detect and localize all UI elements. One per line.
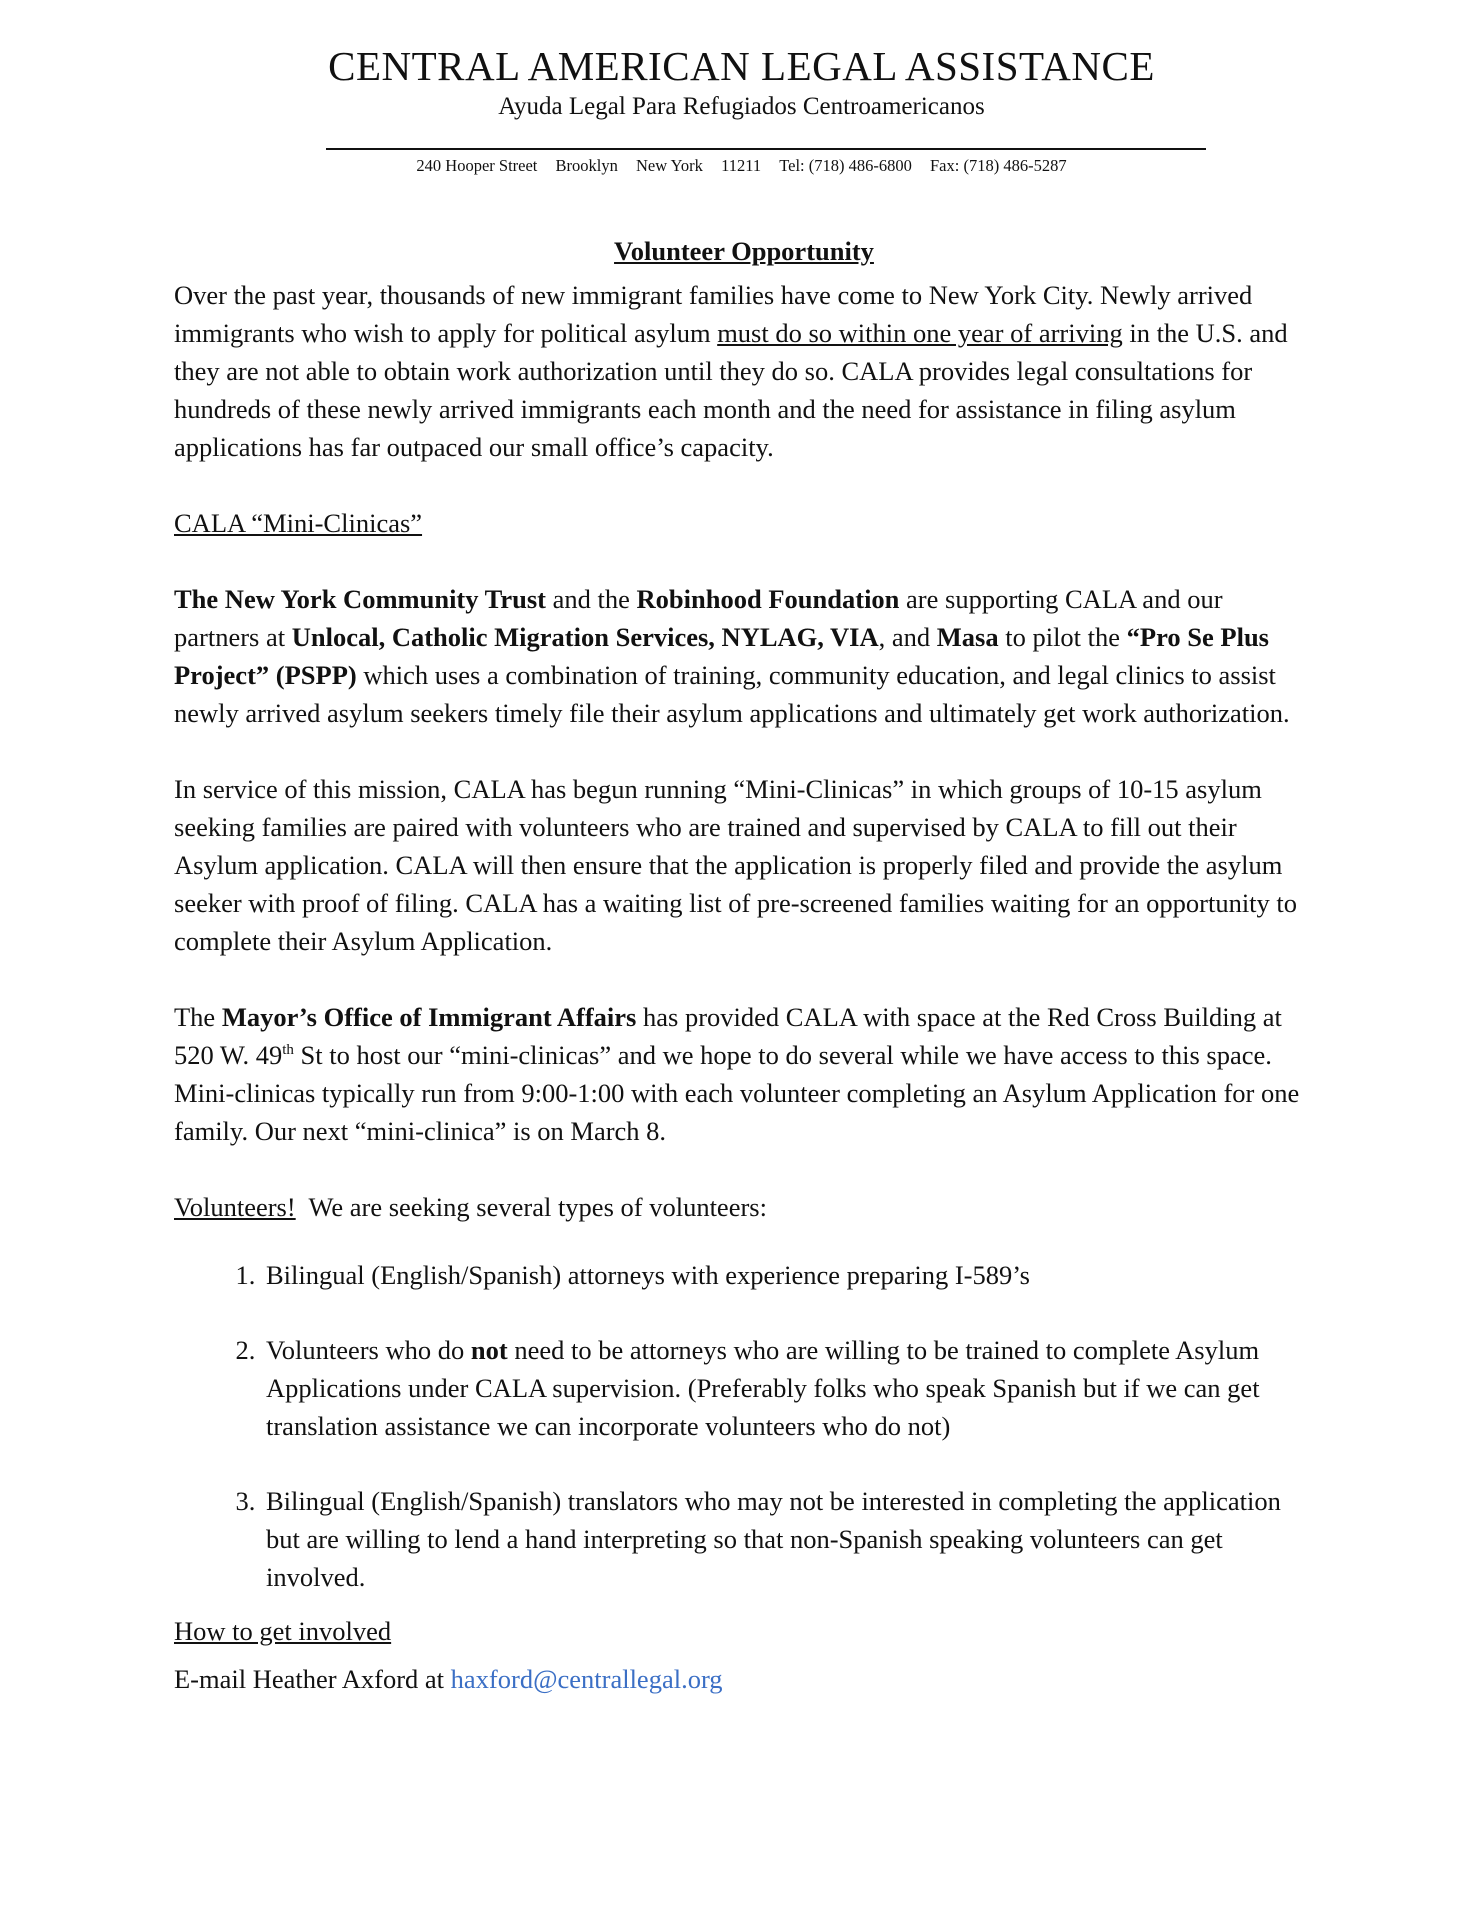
trust-text-2: are supporting CALA and our partners at bbox=[174, 584, 1223, 652]
list-item bbox=[262, 1256, 1314, 1294]
organization-name: CENTRAL AMERICAN LEGAL ASSISTANCE bbox=[328, 43, 1155, 89]
header-divider bbox=[326, 148, 1206, 150]
intro-paragraph bbox=[174, 276, 1314, 466]
list-item bbox=[262, 1331, 1314, 1445]
address-tel: Tel: (718) 486-6800 bbox=[779, 156, 912, 175]
intro-text-1: Over the past year, thousands of new immigrant families have come to New York City. Newly arrived immigrants who wish to apply for political asylum bbox=[174, 280, 1253, 348]
list-item-1-text: Bilingual (English/Spanish) attorneys with experience preparing I-589’s bbox=[266, 1260, 1030, 1290]
volunteers-text: We are seeking several types of volunteers: bbox=[295, 1192, 767, 1222]
mayor-bold-1: Mayor’s Office of Immigrant Affairs bbox=[221, 1002, 637, 1032]
letterhead bbox=[0, 42, 1483, 122]
volunteers-intro bbox=[174, 1188, 1314, 1226]
address-street: 240 Hooper Street bbox=[416, 156, 538, 175]
mayor-text-2: has provided CALA with space at the Red Cross Building at 520 W. 49 bbox=[174, 1002, 1282, 1070]
list-item-2-text-a: Volunteers who do bbox=[266, 1335, 471, 1365]
intro-text-2: in the U.S. and they are not able to obtain work authorization until they do so. CALA provides legal consultations for hundreds of these newly arrived immigrants each month and the need for assistance in filing asylum applications has far outpaced our small office’s capacity. bbox=[174, 318, 1288, 462]
address-line bbox=[0, 155, 1483, 177]
volunteer-types-list bbox=[174, 1256, 1314, 1596]
contact-line bbox=[174, 1660, 1314, 1698]
trust-bold-5: “Pro Se Plus Project” (PSPP) bbox=[174, 622, 1269, 690]
intro-underlined-text: must do so within one year of arriving bbox=[717, 318, 1123, 348]
mayor-paragraph bbox=[174, 998, 1314, 1150]
service-paragraph: In service of this mission, CALA has begun running “Mini-Clinicas” in which groups of 10-15 asylum seeking families are paired with volunteers who are trained and supervised by CALA to fill out their Asylum application. CALA will then ensure that the application is properly filed and provide the asylum seeker with proof of filing. CALA has a waiting list of pre-screened families waiting for an opportunity to complete their Asylum Application. bbox=[174, 774, 1298, 956]
address-state: New York bbox=[636, 156, 703, 175]
trust-bold-3: Unlocal, Catholic Migration Services, NYLAG, VIA bbox=[291, 622, 879, 652]
list-item-2-bold: not bbox=[470, 1335, 508, 1365]
trust-text-5: which uses a combination of training, community education, and legal clinics to assist newly arrived asylum seekers timely file their asylum applications and ultimately get work authorization. bbox=[174, 660, 1290, 728]
trust-text-1: and the bbox=[546, 584, 637, 614]
how-to-get-involved-heading: How to get involved bbox=[174, 1616, 392, 1646]
trust-text-3: , and bbox=[878, 622, 937, 652]
list-item bbox=[262, 1482, 1314, 1596]
trust-text-4: to pilot the bbox=[998, 622, 1127, 652]
address-borough: Brooklyn bbox=[555, 156, 618, 175]
trust-bold-1: The New York Community Trust bbox=[174, 584, 546, 614]
section-heading-mini-clinicas: CALA “Mini-Clinicas” bbox=[174, 508, 423, 538]
trust-bold-4: Masa bbox=[936, 622, 999, 652]
mayor-text-3: St to host our “mini-clinicas” and we hope to do several while we have access to this space. Mini-clinicas typically run from 9:00-1:00 with each volunteer completing an Asylum Application for one family. Our next “mini-clinica” is on March 8. bbox=[174, 1040, 1300, 1146]
address-fax: Fax: (718) 486-5287 bbox=[930, 156, 1067, 175]
address-zip: 11211 bbox=[721, 156, 762, 175]
email-link[interactable]: haxford@centrallegal.org bbox=[450, 1664, 723, 1694]
list-item-2-text-c: need to be attorneys who are willing to be trained to complete Asylum Applications under CALA supervision. (Preferably folks who speak Spanish but if we can get translation assistance we can incorporate volunteers who do not) bbox=[266, 1335, 1260, 1441]
trust-bold-2: Robinhood Foundation bbox=[636, 584, 900, 614]
list-item-3-text: Bilingual (English/Spanish) translators who may not be interested in completing the application but are willing to lend a hand interpreting so that non-Spanish speaking volunteers can get involved. bbox=[266, 1486, 1281, 1592]
document-body bbox=[174, 232, 1314, 1698]
trust-paragraph bbox=[174, 580, 1314, 732]
mayor-superscript: th bbox=[282, 1042, 294, 1059]
mayor-text-1: The bbox=[174, 1002, 222, 1032]
contact-text: E-mail Heather Axford at bbox=[174, 1664, 451, 1694]
page-title: Volunteer Opportunity bbox=[614, 236, 874, 266]
organization-subtitle: Ayuda Legal Para Refugiados Centroamericanos bbox=[498, 93, 985, 120]
volunteers-label: Volunteers! bbox=[174, 1192, 296, 1222]
